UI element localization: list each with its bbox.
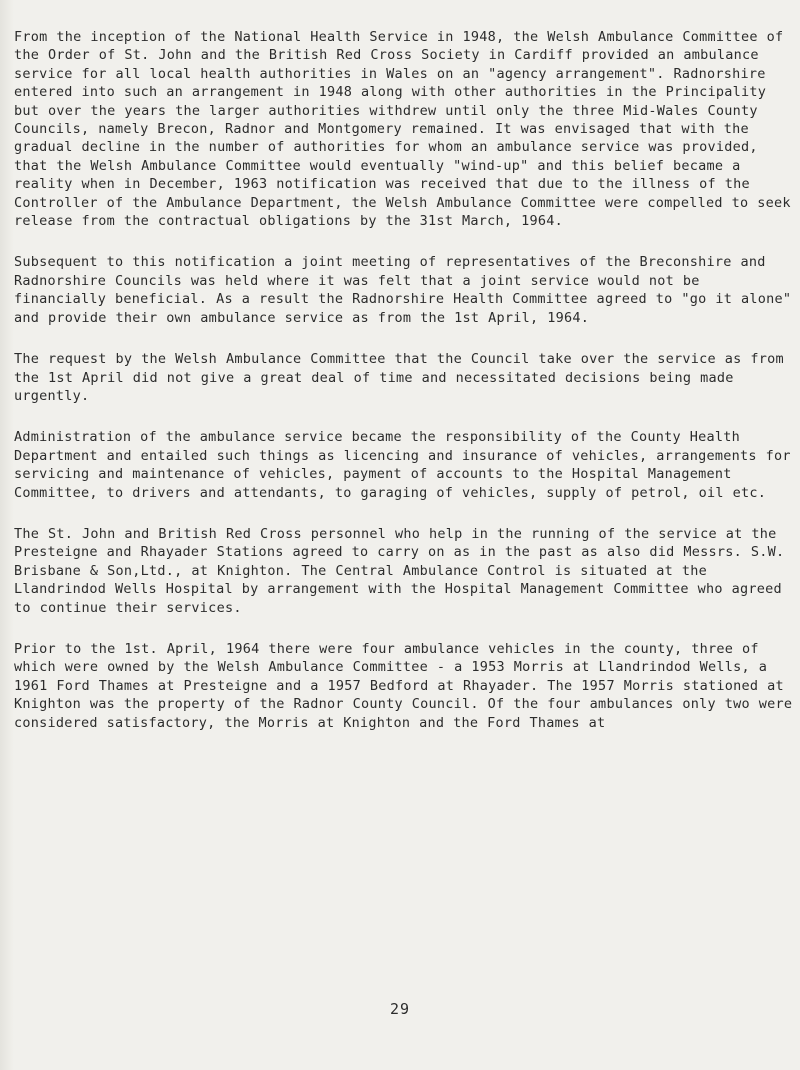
paragraph-administration: Administration of the ambulance service became the responsibility of the County Health Department and entailed such things as licencing and insurance of vehicles, arrangements for servicing and maintenance of vehicles, payment of accounts to the Hospital Management Committee, to drivers and attendants, to garaging of vehicles, supply of petrol, oil etc. — [14, 429, 791, 501]
paragraph-personnel: The St. John and British Red Cross personnel who help in the running of the service at the Presteigne and Rhayader Stations agreed to carry on as in the past as also did Messrs. S.W. Brisbane & Son,Ltd., at Knighton. The Central Ambulance Control is situated at the Llandrindod Wells Hospital by arrangement with the Hospital Management Committee who agreed to continue their services. — [14, 525, 785, 616]
page-edge-shadow — [0, 0, 14, 1070]
paragraph-vehicles: Prior to the 1st. April, 1964 there were four ambulance vehicles in the county, three of which were owned by the Welsh Ambulance Committee - a 1953 Morris at Llandrindod Wells, a 1961 Ford Thames at Presteigne and a 1957 Bedford at Rhayader. The 1957 Morris stationed at Knighton was the property of the Radnor County Council. Of the four ambulances only two were considered satisfactory, the Morris at Knighton and the Ford Thames at — [14, 640, 793, 731]
paragraph-ambulance-history: From the inception of the National Health Service in 1948, the Welsh Ambulance Committee of the Order of St. John and the British Red Cross Society in Cardiff provided an ambulance service for all local health authorities in Wales on an "agency arrangement". Radnorshire entered into such an arrangement in 1948 along with other authorities in the Principality but over the years the larger authorities withdrew until only the three Mid-Wales County Councils, namely Brecon, Radnor and Montgomery remained. It was envisaged that with the gradual decline in the number of authorities for whom an ambulance service was provided, that the Welsh Ambulance Committee would eventually "wind-up" and this belief became a reality when in December, 1963 notification was received that due to the illness of the Controller of the Ambulance Department, the Welsh Ambulance Committee were compelled to seek release from the contractual obligations by the 31st March, 1964. — [14, 29, 791, 230]
page-number: 29 — [389, 1000, 411, 1018]
paragraph-request: The request by the Welsh Ambulance Committee that the Council take over the service as from the 1st April did not give a great deal of time and necessitated decisions being made urgently. — [14, 351, 784, 404]
document-body — [14, 28, 798, 755]
paragraph-joint-meeting: Subsequent to this notification a joint meeting of representatives of the Breconshire and Radnorshire Councils was held where it was felt that a joint service would not be financially beneficial. As a result the Radnorshire Health Committee agreed to "go it alone" and provide their own ambulance service as from the 1st April, 1964. — [14, 254, 792, 326]
